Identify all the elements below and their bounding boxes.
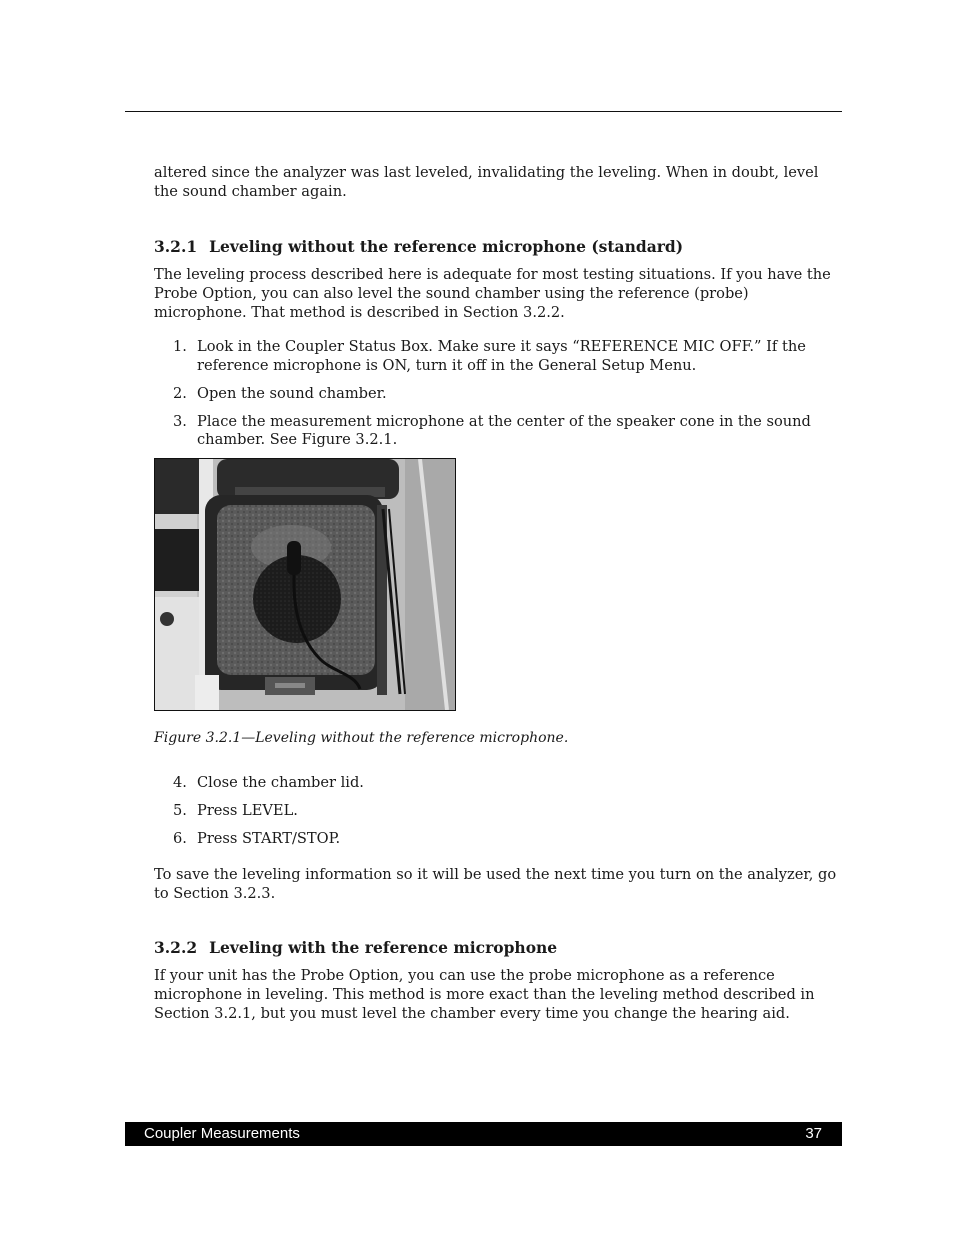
- steps-list-continued: [154, 774, 844, 849]
- section-number: 3.2.2: [154, 938, 198, 957]
- figure-caption: Figure 3.2.1—Leveling without the reference microphone.: [154, 729, 569, 746]
- list-item: 3. Place the measurement microphone at the center of the speaker cone in the sound chamber. See Figure 3.2.1.: [173, 412, 811, 448]
- footer-section-name: Coupler Measurements: [144, 1125, 300, 1142]
- page-number: 37: [805, 1125, 822, 1142]
- intro-paragraph: altered since the analyzer was last leveled, invalidating the leveling. When in doubt, level the sound chamber again.: [154, 164, 819, 200]
- list-item: 1. Look in the Coupler Status Box. Make sure it says “REFERENCE MIC OFF.” If the reference microphone is ON, turn it off in the General Setup Menu.: [173, 338, 806, 374]
- sound-chamber-photo: [155, 459, 455, 710]
- closing-paragraph: To save the leveling information so it will be used the next time you turn on the analyzer, go to Section 3.2.3.: [154, 866, 837, 902]
- list-item: 6. Press START/STOP.: [173, 829, 341, 847]
- page-content: [154, 163, 844, 1023]
- section-number: 3.2.1: [154, 237, 198, 256]
- section-heading-3-2-2: [154, 938, 844, 958]
- header-rule: [125, 111, 842, 112]
- figure-photo-sound-chamber: [154, 458, 456, 711]
- list-item: 4. Close the chamber lid.: [173, 773, 364, 791]
- section-heading-3-2-1: [154, 237, 844, 257]
- page-footer: [125, 1122, 842, 1146]
- steps-list: [154, 338, 844, 450]
- list-item: 2. Open the sound chamber.: [173, 384, 387, 402]
- section-title: Leveling with the reference microphone: [209, 938, 558, 957]
- section-paragraph: If your unit has the Probe Option, you can use the probe microphone as a reference microphone in leveling. This method is more exact than the leveling method described in Section 3.2.1, but you must level the chamber every time you change the hearing aid.: [154, 967, 815, 1022]
- section-paragraph: The leveling process described here is adequate for most testing situations. If you have the Probe Option, you can also level the sound chamber using the reference (probe) microphone. That method is described in Section 3.2.2.: [154, 266, 831, 321]
- list-item: 5. Press LEVEL.: [173, 801, 298, 819]
- section-title: Leveling without the reference microphone (standard): [209, 237, 684, 256]
